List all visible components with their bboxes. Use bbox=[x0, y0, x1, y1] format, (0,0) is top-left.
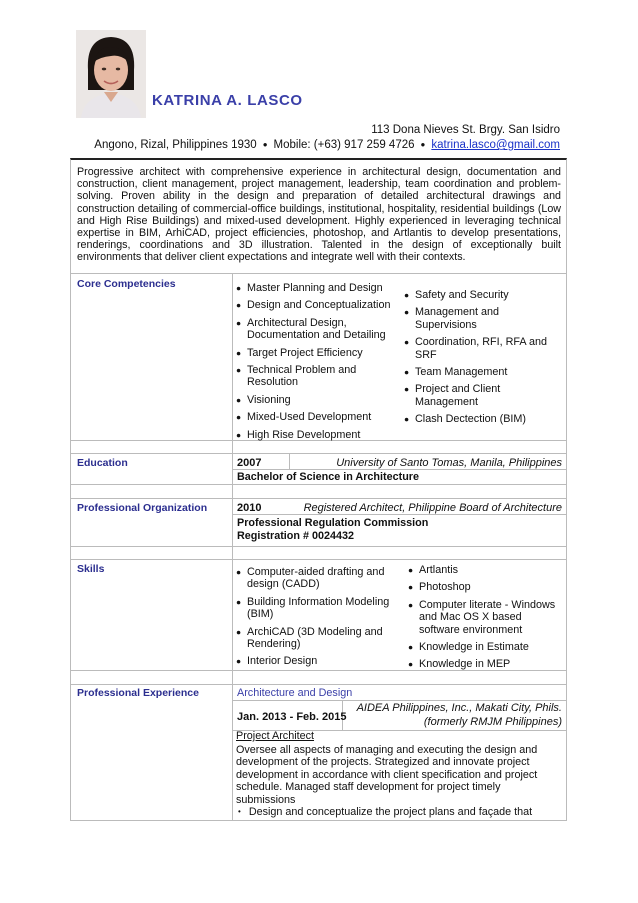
list-item: ● Building Information Modeling (BIM) bbox=[236, 596, 394, 621]
organization-body: Professional Regulation Commission bbox=[237, 517, 429, 529]
experience-field: Architecture and Design bbox=[237, 687, 353, 699]
list-item: ● Artlantis bbox=[408, 564, 560, 576]
section-label-professional-organization: Professional Organization bbox=[77, 502, 208, 514]
list-item: ● Photoshop bbox=[408, 581, 560, 593]
bullet-marker: • bbox=[238, 807, 241, 816]
row-divider bbox=[70, 820, 567, 821]
list-item: ● ArchiCAD (3D Modeling and Rendering) bbox=[236, 626, 394, 651]
contact-line bbox=[94, 139, 560, 151]
separator-dot: ● bbox=[420, 140, 426, 149]
row-divider bbox=[232, 514, 567, 515]
skills-list-left bbox=[236, 566, 394, 673]
experience-company-former: (formerly RMJM Philippines) bbox=[423, 716, 562, 728]
list-item: ● Technical Problem and Resolution bbox=[236, 364, 396, 389]
professional-summary: Progressive architect with comprehensive experience in architectural design, documentation and construction, client management, project management, leadership, team coordination and problem-solving. Proven ability in the design and preparation of detailed architectural drawings and construction detailing of commercial-office buildings, institutional, hospitality, residential buildings (Low and High Rise Buildings) and mixed-used development. Highly experienced in leveraging technical expertise in BIM, ArhiCAD, project efficiencies, photoshop, and Artlantis to develop presentations, renderings, coordinations and 3D illustration. Talented in the design of exceptionally built environments that deliver client expectations and integrate well with their contexts. bbox=[77, 166, 561, 264]
email-link[interactable]: katrina.lasco@gmail.com bbox=[431, 139, 560, 151]
row-divider bbox=[70, 453, 567, 454]
list-item: ● Safety and Security bbox=[404, 289, 559, 301]
education-school: University of Santo Tomas, Manila, Philippines bbox=[336, 457, 562, 469]
list-item: ● Mixed-Used Development bbox=[236, 411, 396, 423]
experience-role: Project Architect bbox=[236, 730, 315, 742]
list-item: ● Visioning bbox=[236, 394, 396, 406]
list-item: ● Coordination, RFI, RFA and SRF bbox=[404, 336, 559, 361]
row-divider bbox=[70, 484, 567, 485]
organization-title: Registered Architect, Philippine Board of Architecture bbox=[303, 502, 562, 514]
row-divider bbox=[70, 498, 567, 499]
list-item: ● Design and Conceptualization bbox=[236, 299, 396, 311]
row-divider bbox=[70, 273, 567, 274]
list-item: ● Knowledge in MEP bbox=[408, 658, 560, 670]
section-label-education: Education bbox=[77, 457, 128, 469]
organization-registration: Registration # 0024432 bbox=[237, 530, 355, 542]
experience-description: Oversee all aspects of managing and executing the design and development of the projects. Strategized and innovate project development in accordance with client specification and project schedule. Managed staff development for project timely submissions bbox=[236, 744, 538, 806]
list-item: ● Computer-aided drafting and design (CADD) bbox=[236, 566, 394, 591]
education-year: 2007 bbox=[237, 457, 262, 469]
organization-year: 2010 bbox=[237, 502, 262, 514]
skills-list-right bbox=[408, 564, 560, 676]
competencies-list-right bbox=[404, 289, 559, 431]
list-item: ● Interior Design bbox=[236, 655, 394, 667]
list-item: ● Target Project Efficiency bbox=[236, 347, 396, 359]
section-label-core-competencies: Core Competencies bbox=[77, 278, 176, 290]
profile-photo bbox=[76, 30, 146, 118]
list-item: ● Knowledge in Estimate bbox=[408, 641, 560, 653]
experience-company: AIDEA Philippines, Inc., Makati City, Phils. bbox=[356, 702, 562, 714]
cell-divider bbox=[289, 453, 290, 469]
experience-bullet bbox=[236, 806, 532, 818]
experience-bullet-text: Design and conceptualize the project plans and façade that bbox=[248, 806, 533, 818]
list-item: ● Master Planning and Design bbox=[236, 282, 396, 294]
experience-dates: Jan. 2013 - Feb. 2015 bbox=[237, 711, 347, 723]
list-item: ● Clash Dectection (BIM) bbox=[404, 413, 559, 425]
row-divider bbox=[232, 469, 567, 470]
section-label-skills: Skills bbox=[77, 563, 105, 575]
row-divider bbox=[70, 546, 567, 547]
row-divider bbox=[70, 559, 567, 560]
address-line-1: 113 Dona Nieves St. Brgy. San Isidro bbox=[371, 124, 560, 136]
list-item: ● Team Management bbox=[404, 366, 559, 378]
list-item: ● Architectural Design, Documentation and Detailing bbox=[236, 317, 396, 342]
row-divider bbox=[232, 700, 567, 701]
list-item: ● Computer literate - Windows and Mac OS X based software environment bbox=[408, 599, 560, 636]
address-line-2: Angono, Rizal, Philippines 1930 bbox=[94, 139, 257, 151]
education-degree: Bachelor of Science in Architecture bbox=[237, 471, 420, 483]
list-item: ● Project and Client Management bbox=[404, 383, 559, 408]
list-item: ● Management and Supervisions bbox=[404, 306, 559, 331]
competencies-list-left bbox=[236, 282, 396, 446]
list-item: ● High Rise Development bbox=[236, 429, 396, 441]
candidate-name: KATRINA A. LASCO bbox=[152, 92, 303, 109]
separator-dot: ● bbox=[262, 140, 268, 149]
mobile-number: Mobile: (+63) 917 259 4726 bbox=[273, 139, 415, 151]
section-label-professional-experience: Professional Experience bbox=[77, 687, 199, 699]
row-divider bbox=[70, 684, 567, 685]
